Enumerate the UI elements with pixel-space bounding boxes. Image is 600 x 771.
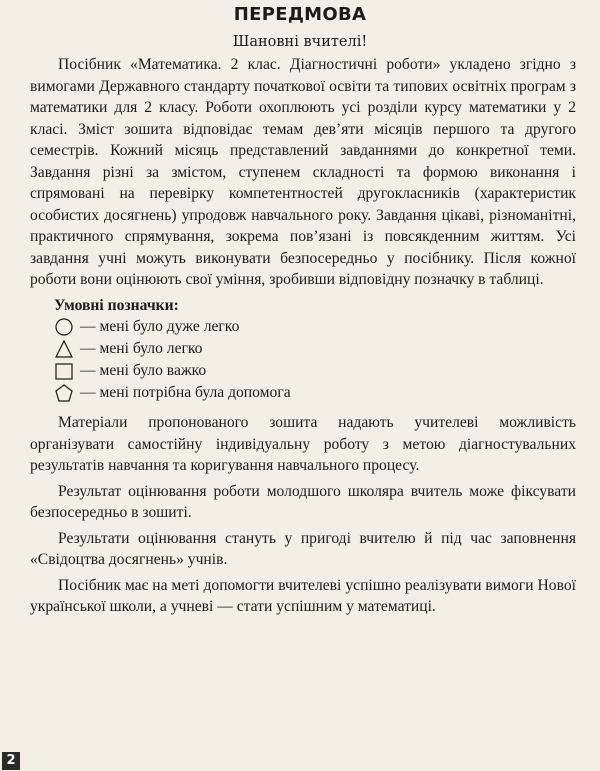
assessment-paragraph: Результат оцінювання роботи молодшого школяра вчитель може фіксувати безпосередньо в зошиті. — [30, 482, 576, 521]
triangle-icon — [54, 339, 74, 359]
materials-paragraph: Матеріали пропонованого зошита надають учителеві можливість організувати самостійну індивідуальну роботу з метою діагностувальних результатів навчання та коригування навчального процесу. — [30, 414, 576, 474]
goal-paragraph: Посібник має на меті допомогти вчителеві успішно реалізувати вимоги Нової української школи, а учневі — стати успішним у математиці. — [30, 576, 576, 615]
greeting: Шановні вчителі! — [232, 34, 368, 50]
circle-icon — [54, 317, 74, 337]
results-paragraph: Результати оцінювання стануть у пригоді вчителю й під час заповнення «Свідоцтва досягнень» учнів. — [30, 529, 576, 568]
intro-paragraph: Посібник «Математика. 2 клас. Діагностичні роботи» укладено згідно з вимогами Державного стандарту початкової освіти та типових освітніх програм з математики для 2 класу. Роботи охоплюють усі розділи курсу математики у 2 класі. Зміст зошита відповідає темам дев’яти місяців першого та другого семестрів. Кожний місяць представлений завданнями до конкретної теми. Завдання різні за змістом, ступенем складності та формою виконання і спрямовані на перевірку компетентностей другокласників (характеристик особистих досягнень) упродовж навчального року. Завдання цікаві, різноманітні, практичного спрямування, зокрема пов’язані із повсякденним життям. Усі завдання учні можуть виконувати безпосередньо у посібнику. Після кожної роботи вони оцінюють свої уміння, зробивши відповідну позначку в таблиці. — [30, 56, 576, 288]
legend-item-circle — [54, 316, 576, 338]
square-icon — [54, 361, 74, 381]
legend-text: — мені було дуже легко — [80, 318, 240, 336]
legend-item-pentagon — [54, 382, 576, 404]
legend-text: — мені було легко — [80, 340, 203, 358]
page-title: ПЕРЕДМОВА — [233, 4, 367, 25]
legend-item-square — [54, 360, 576, 382]
legend-text: — мені потрібна була допомога — [80, 384, 291, 402]
legend-title: Умовні позначки: — [54, 296, 179, 314]
main-content — [30, 54, 576, 618]
page-number: 2 — [2, 752, 20, 770]
legend-text: — мені було важко — [80, 362, 207, 380]
pentagon-icon — [54, 383, 74, 403]
legend-item-triangle — [54, 338, 576, 360]
